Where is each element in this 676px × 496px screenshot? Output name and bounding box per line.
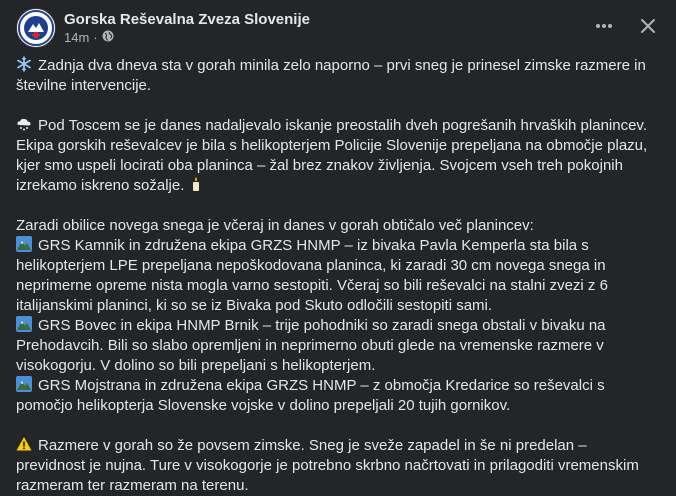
warning-icon [16,436,32,452]
paragraph-tosc-text: Pod Toscem se je danes nadaljevalo iskanje preostalih dveh pogrešanih hrvaških planincev. Ekipa gorskih reševalcev je bila s helikopterjem Policije Slovenije prepeljana na območje plazu, kjer smo uspeli locirati oba planinca – žal brez znakov življenja. Svojcem vseh treh pokojnih izrekamo iskreno sožalje. [16,117,648,194]
separator: · [93,30,98,45]
close-button[interactable] [632,10,664,42]
list-item-text: GRS Bovec in ekipa HNMP Brnik – trije pohodniki so zaradi snega obstali v bivaku na Prehodavcih. Bili so slabo opremljeni in neprimerno obuti glede na vremenske razmere v visokogorju. V dolino so bili prepeljani s helikopterjem. [16,317,606,374]
post-header [16,6,310,50]
candle-icon [188,176,204,192]
post-time[interactable]: 14m [64,30,90,45]
mountain-icon [16,376,32,392]
paragraph-tosc [16,116,656,196]
snowflake-icon [16,56,32,72]
paragraph-stranded-intro: Zaradi obilice novega snega je včeraj in danes v gorah obtičalo več planincev: [16,217,534,234]
header-actions [576,10,664,42]
mountain-icon [16,316,32,332]
list-item-text: GRS Kamnik in združena ekipa GRZS HNMP – iz bivaka Pavla Kemperla sta bila s helikopterjem LPE prepeljana nepoškodovana planinca, ki zaradi 30 cm novega snega in neprimerne opreme nista mogla varno sestopiti. Včeraj so bili reševalci na stalni zvezi z 6 italijanskimi planinci, ki so se iz Bivaka pod Skuto odločili sestopiti sami. [16,237,608,314]
paragraph-intro-text: Zadnja dva dneva sta v gorah minila zelo naporno – prvi sneg je prinesel zimske razmere in številne intervencije. [16,57,646,94]
more-horizontal-icon [594,16,614,36]
list-item-text: GRS Mojstrana in združena ekipa GRZS HNMP – z območja Kredarice so reševalci s pomočjo helikopterja Slovenske vojske v dolino prepeljali 20 tujih gornikov. [16,377,605,414]
snow-cloud-icon [16,116,32,132]
paragraph-warning-text: Razmere v gorah so že povsem zimske. Sneg je sveže zapadel in še ni predelan – previdnost je nujna. Ture v visokogorje je potrebno skrbno načrtovati in prilagoditi vremenskim razmeram ter razmeram na terenu. [16,437,639,494]
page-avatar[interactable] [16,8,56,48]
paragraph-warning [16,436,656,496]
mountain-icon [16,236,32,252]
post-content [16,56,656,496]
grzs-logo [18,10,54,46]
page-name[interactable]: Gorska Reševalna Zveza Slovenije [64,11,310,28]
list-item [16,316,656,376]
post-subline [64,29,310,46]
list-item [16,236,656,316]
globe-icon [102,29,114,46]
close-icon [638,16,658,36]
list-item [16,376,656,416]
more-options-button[interactable] [588,10,620,42]
paragraph-intro [16,56,656,96]
post-meta [64,10,310,46]
